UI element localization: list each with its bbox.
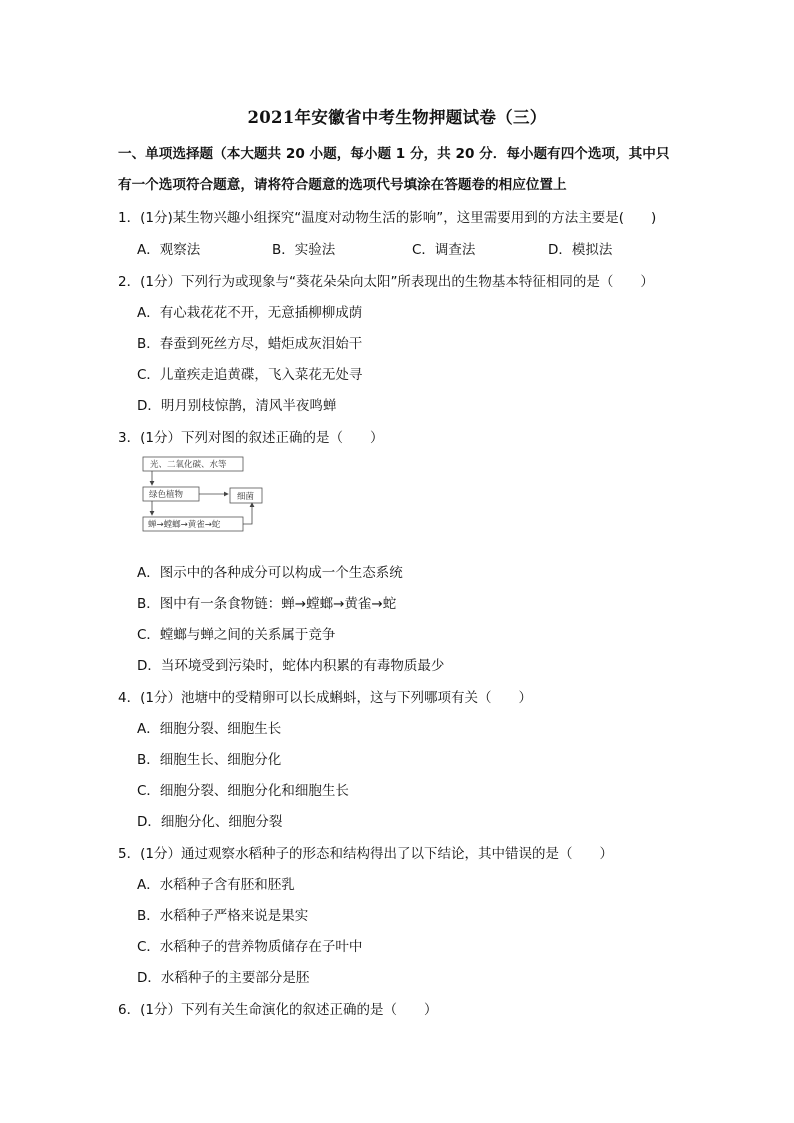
ecosystem-diagram [140, 455, 270, 540]
question-3-option-c: C．螳螂与蝉之间的关系属于竞争 [137, 627, 336, 643]
question-4-stem: 4．(1分）池塘中的受精卵可以长成蝌蚪，这与下列哪项有关（ ） [118, 690, 532, 706]
diagram-top-box-label: 光、二氧化碳、水等 [150, 460, 227, 470]
question-2-stem: 2．(1分）下列行为或现象与“葵花朵朵向太阳”所表现出的生物基本特征相同的是（ ） [118, 274, 654, 290]
question-3-option-b: B．图中有一条食物链：蝉→螳螂→黄雀→蛇 [137, 596, 397, 612]
question-5-stem: 5．(1分）通过观察水稻种子的形态和结构得出了以下结论，其中错误的是（ ） [118, 846, 613, 862]
question-1-option-a: A．观察法 [137, 242, 201, 258]
diagram-arrow-up [243, 503, 252, 524]
question-4-option-a: A．细胞分裂、细胞生长 [137, 721, 282, 737]
section-heading-line-1: 一、单项选择题（本大题共 20 小题，每小题 1 分，共 20 分．每小题有四个选项，其中只 [118, 146, 670, 162]
question-1-option-d: D．模拟法 [548, 242, 613, 258]
question-4-option-b: B．细胞生长、细胞分化 [137, 752, 282, 768]
question-3-option-a: A．图示中的各种成分可以构成一个生态系统 [137, 565, 403, 581]
section-heading-line-2: 有一个选项符合题意，请将符合题意的选项代号填涂在答题卷的相应位置上 [118, 177, 567, 193]
question-3-option-d: D．当环境受到污染时，蛇体内积累的有毒物质最少 [137, 658, 445, 674]
diagram-plant-box-label: 绿色植物 [149, 490, 184, 500]
question-1-stem: 1．(1分)某生物兴趣小组探究“温度对动物生活的影响”，这里需要用到的方法主要是( ) [118, 210, 657, 226]
question-2-option-a: A．有心栽花花不开，无意插柳柳成荫 [137, 305, 363, 321]
diagram-chain-box-label: 蝉→螳螂→黄雀→蛇 [148, 520, 221, 530]
question-4-option-c: C．细胞分裂、细胞分化和细胞生长 [137, 783, 349, 799]
question-4-option-d: D．细胞分化、细胞分裂 [137, 814, 283, 830]
question-6-stem: 6．(1分）下列有关生命演化的叙述正确的是（ ） [118, 1002, 438, 1018]
question-5-option-b: B．水稻种子严格来说是果实 [137, 908, 309, 924]
question-2-option-b: B．春蚕到死丝方尽，蜡炬成灰泪始干 [137, 336, 363, 352]
question-5-option-c: C．水稻种子的营养物质储存在子叶中 [137, 939, 363, 955]
question-5-option-a: A．水稻种子含有胚和胚乳 [137, 877, 295, 893]
question-1-option-c: C．调查法 [412, 242, 476, 258]
question-2-option-c: C．儿童疾走追黄碟，飞入菜花无处寻 [137, 367, 363, 383]
question-1-option-b: B．实验法 [272, 242, 336, 258]
question-3-stem: 3．(1分）下列对图的叙述正确的是（ ） [118, 430, 384, 446]
question-2-option-d: D．明月别枝惊鹊，清风半夜鸣蝉 [137, 398, 337, 414]
diagram-bacteria-box-label: 细菌 [237, 492, 255, 502]
page-title: 2021年安徽省中考生物押题试卷（三） [247, 108, 547, 127]
question-5-option-d: D．水稻种子的主要部分是胚 [137, 970, 310, 986]
